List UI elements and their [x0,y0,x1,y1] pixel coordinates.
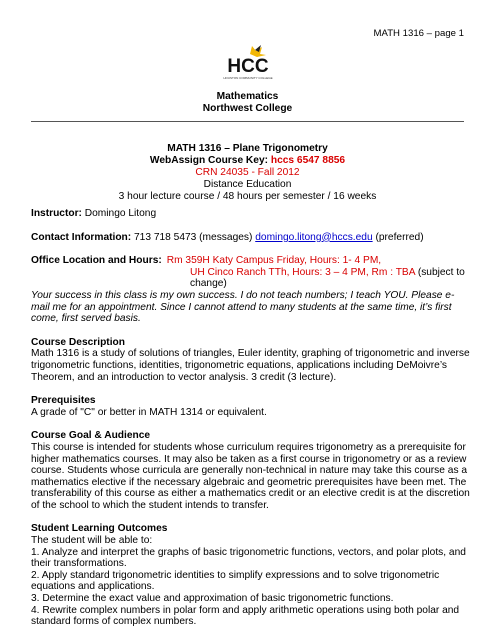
course-title: MATH 1316 – Plane Trigonometry [167,143,328,154]
outcome-item: 2. Apply standard trigonometric identities to simplify expressions and to solve trigonometric equations and applications. [31,569,440,593]
office-label: Office Location and Hours: [31,255,162,267]
hcc-logo [219,44,277,80]
office-message: Your success in this class is my own success. I do not teach numbers; I teach YOU. Please e-mail me for an appointment. Since I cannot attend to many students at the same time, it’s first come, first served basis. [31,289,455,325]
contact-phone: 713 718 5473 (messages) [134,231,253,243]
contact-line [31,232,471,244]
office-hours-cinco-ranch: UH Cinco Ranch TTh, Hours: 3 – 4 PM, Rm : TBA [190,266,415,278]
section-heading-prerequisites: Prerequisites [31,395,96,407]
section-text-prerequisites: A grade of "C" or better in MATH 1314 or equivalent. [31,406,267,418]
department-block [0,91,495,115]
instructor-line [31,208,471,220]
department-subject: Mathematics [216,91,279,102]
section-heading-outcomes: Student Learning Outcomes [31,523,168,535]
contact-email-link[interactable]: domingo.litong@hccs.edu [255,231,373,243]
hours-line: 3 hour lecture course / 48 hours per semester / 16 weeks [118,191,377,202]
webassign-label: WebAssign Course Key: [149,155,269,166]
office-hours-katy: Rm 359H Katy Campus Friday, Hours: 1- 4 PM, [166,255,382,267]
contact-label: Contact Information: [31,231,132,243]
outcome-item: 1. Analyze and interpret the graphs of basic trigonometric functions, vectors, and polar plots, and their transformations. [31,546,466,570]
college-name: Northwest College [202,103,293,114]
webassign-line [0,155,495,167]
delivery-line: Distance Education [203,179,292,190]
office-line-1 [31,255,471,267]
office-line-2 [31,267,471,290]
logo-text: HCC [227,56,269,77]
outcomes-intro: The student will be able to: [31,535,153,547]
contact-preference: (preferred) [375,231,424,243]
section-heading-goal: Course Goal & Audience [31,430,151,442]
office-hours-note: (subject to change) [190,266,465,290]
logo-subtitle: HOUSTON COMMUNITY COLLEGE [223,76,273,80]
hcc-logo-icon [219,44,277,80]
page-number: MATH 1316 – page 1 [373,28,464,39]
instructor-label: Instructor: [31,208,82,219]
webassign-key: hccs 6547 8856 [270,155,346,166]
header-divider [31,121,464,122]
section-heading-description: Course Description [31,336,125,348]
course-header [0,143,495,203]
outcome-item: 3. Determine the exact value and approximation of basic trigonometric functions. [31,593,394,605]
section-text-goal: This course is intended for students whose curriculum requires trigonometry as a prerequisite for higher mathematics courses. It may also be taken as a first course in trigonometry or as a review course. Students whose curricula are generally non-technical in nature may take this course as a mathematics elective if the necessary algebraic and geometric prerequisites have been met. The transferability of this course as either a mathematics credit or an elective credit is at the discretion of the school to which the student intends to transfer. [31,441,470,511]
crn-line: CRN 24035 - Fall 2012 [195,167,300,178]
instructor-name: Domingo Litong [84,208,157,219]
outcome-item: 4. Rewrite complex numbers in polar form and apply arithmetic operations using both polar and standard forms of complex numbers. [31,604,460,628]
syllabus-body [31,208,471,628]
section-text-description: Math 1316 is a study of solutions of triangles, Euler identity, graphing of trigonometric and inverse trigonometric functions, identities, trigonometric equations, applications including DeMoivre’s Theorem, and an introduction to vector analysis. 3 credit (3 lecture). [31,348,470,383]
